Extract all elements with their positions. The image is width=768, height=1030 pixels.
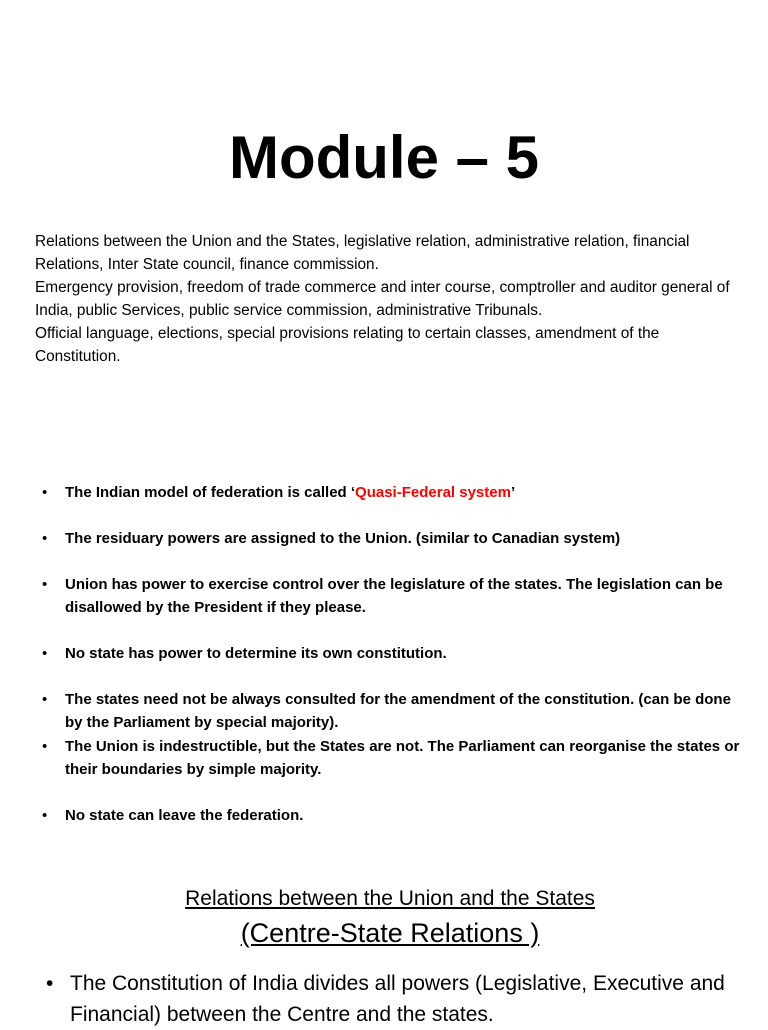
section-heading: Relations between the Union and the States	[185, 887, 595, 910]
list-item-text: The Indian model of federation is called ‘	[65, 484, 356, 501]
module-syllabus	[35, 230, 747, 368]
list-item-text: Union has power to exercise control over the legislature of the states. The legislation can be disallowed by the President if they please.	[65, 576, 723, 616]
list-item-text-suffix: ’	[510, 484, 516, 501]
bullet-icon: •	[46, 972, 54, 995]
bullet-icon: •	[42, 738, 48, 755]
list-item	[40, 573, 740, 619]
bullet-icon: •	[42, 645, 48, 662]
bullet-icon: •	[42, 807, 48, 824]
list-item	[40, 688, 740, 734]
list-item	[46, 968, 746, 1030]
list-item-text: The Constitution of India divides all powers (Legislative, Executive and Financial) between the Centre and the states.	[70, 972, 725, 1026]
list-item	[40, 527, 740, 550]
bullet-icon: •	[42, 484, 48, 501]
bullet-icon: •	[42, 691, 48, 708]
syllabus-paragraph: Official language, elections, special provisions relating to certain classes, amendment of the Constitution.	[35, 325, 660, 365]
bullet-icon: •	[42, 530, 48, 547]
section-subheading: (Centre-State Relations )	[240, 918, 540, 948]
list-item-text: No state has power to determine its own constitution.	[65, 645, 447, 662]
list-item	[40, 642, 740, 665]
list-item-text: No state can leave the federation.	[65, 807, 304, 824]
list-item	[40, 481, 740, 504]
page-title: Module – 5	[228, 124, 540, 191]
list-item-text: The states need not be always consulted for the amendment of the constitution. (can be done by the Parliament by special majority).	[65, 691, 731, 731]
syllabus-paragraph: Relations between the Union and the States, legislative relation, administrative relation, financial Relations, Inter State council, finance commission.	[35, 233, 690, 273]
highlighted-term: Quasi-Federal system	[355, 484, 511, 501]
bullet-icon: •	[42, 576, 48, 593]
syllabus-paragraph: Emergency provision, freedom of trade commerce and inter course, comptroller and auditor general of India, public Services, public service commission, administrative Tribunals.	[35, 279, 730, 319]
list-item-text: The Union is indestructible, but the States are not. The Parliament can reorganise the states or their boundaries by simple majority.	[65, 738, 740, 778]
list-item-text: The residuary powers are assigned to the Union. (similar to Canadian system)	[65, 530, 621, 547]
list-item	[40, 735, 740, 781]
list-item	[40, 804, 740, 827]
